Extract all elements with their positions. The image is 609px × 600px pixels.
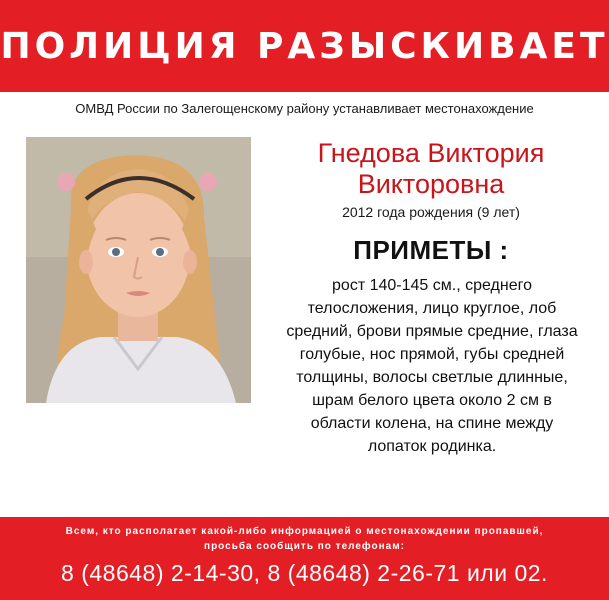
signs-line: толщины, волосы светлые длинные, bbox=[296, 369, 568, 386]
signs-line: голубые, нос прямой, губы средней bbox=[299, 346, 565, 363]
signs-line: лопаток родинка. bbox=[367, 438, 497, 455]
person-name bbox=[263, 138, 599, 200]
birth-info: 2012 года рождения (9 лет) bbox=[342, 204, 520, 220]
phone-numbers: 8 (48648) 2-14-30, 8 (48648) 2-26-71 или 02. bbox=[61, 560, 548, 586]
appeal-text bbox=[25, 517, 585, 554]
appeal-line: Всем, кто располагает какой-либо информацией о местонахождении пропавшей, bbox=[65, 526, 544, 537]
footer-banner bbox=[0, 517, 609, 600]
signs-description bbox=[268, 274, 596, 458]
person-patronymic: Викторовна bbox=[357, 169, 505, 199]
signs-line: средний, брови прямые средние, глаза bbox=[286, 323, 578, 340]
signs-line: области колена, на спине между bbox=[310, 415, 554, 432]
signs-line: шрам белого цвета около 2 см в bbox=[312, 392, 552, 409]
signs-line: телосложения, лицо круглое, лоб bbox=[307, 300, 557, 317]
missing-person-photo bbox=[26, 137, 251, 403]
signs-line: рост 140-145 см., среднего bbox=[332, 277, 532, 294]
person-surname-firstname: Гнедова Виктория bbox=[317, 138, 545, 168]
subtitle: ОМВД России по Залегощенскому району устанавливает местонахождение bbox=[75, 101, 534, 116]
header-banner bbox=[0, 0, 609, 92]
page-title: ПОЛИЦИЯ РАЗЫСКИВАЕТ bbox=[0, 25, 609, 67]
signs-heading: ПРИМЕТЫ : bbox=[353, 235, 509, 265]
appeal-line: просьба сообщить по телефонам: bbox=[204, 541, 405, 552]
